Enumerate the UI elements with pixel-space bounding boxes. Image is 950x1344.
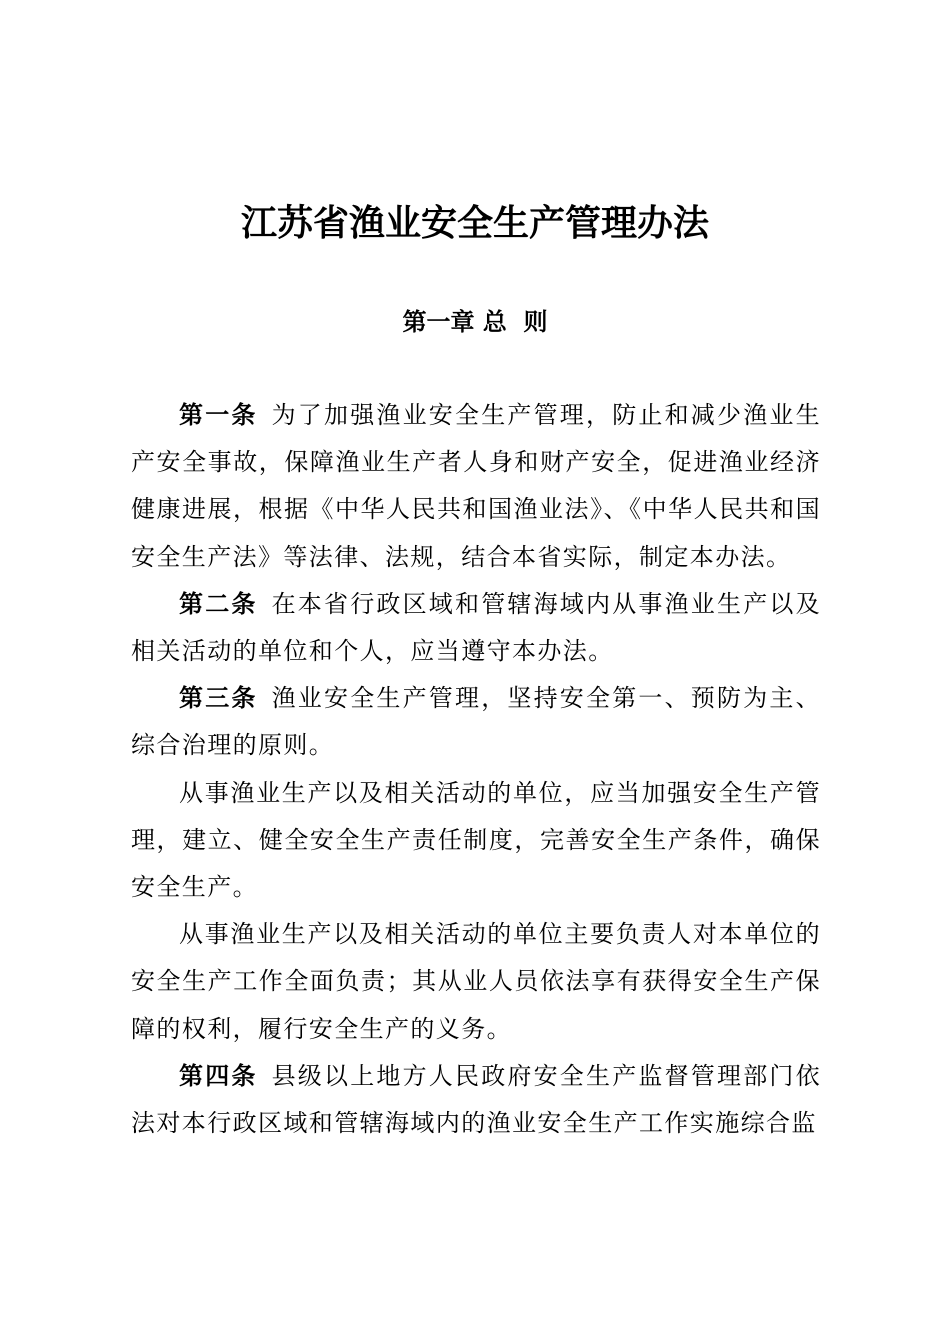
body-paragraph (131, 770, 821, 912)
article-paragraph (131, 675, 821, 769)
article-text: 为了加强渔业安全生产管理，防止和减少渔业生产安全事故，保障渔业生产者人身和财产安全，促进渔业经济健康进展，根据《中华人民共和国渔业法》、《中华人民共和国安全生产法》等法律、法规，结合本省实际，制定本办法。 (131, 401, 821, 571)
article-number: 第一条 (179, 401, 258, 429)
body-paragraph (131, 911, 821, 1053)
document-body (131, 392, 821, 1147)
article-text: 在本省行政区域和管辖海域内从事渔业生产以及相关活动的单位和个人，应当遵守本办法。 (131, 589, 821, 666)
article-number: 第四条 (179, 1061, 258, 1090)
article-paragraph (131, 392, 821, 581)
paragraph-text: 从事渔业生产以及相关活动的单位主要负责人对本单位的安全生产工作全面负责；其从业人员依法享有获得安全生产保障的权利，履行安全生产的义务。 (131, 920, 821, 1043)
paragraph-text: 从事渔业生产以及相关活动的单位，应当加强安全生产管理，建立、健全安全生产责任制度，完善安全生产条件，确保安全生产。 (131, 778, 821, 902)
article-number: 第二条 (179, 589, 258, 618)
article-paragraph (131, 581, 821, 675)
chapter-heading: 第一章 总 则 (402, 308, 548, 336)
article-text: 县级以上地方人民政府安全生产监督管理部门依法对本行政区域和管辖海域内的渔业安全生产工作实施综合监 (131, 1061, 821, 1138)
article-text: 渔业安全生产管理，坚持安全第一、预防为主、综合治理的原则。 (131, 684, 821, 760)
document-title: 江苏省渔业安全生产管理办法 (240, 203, 709, 244)
article-paragraph (131, 1053, 821, 1147)
article-number: 第三条 (179, 684, 258, 713)
